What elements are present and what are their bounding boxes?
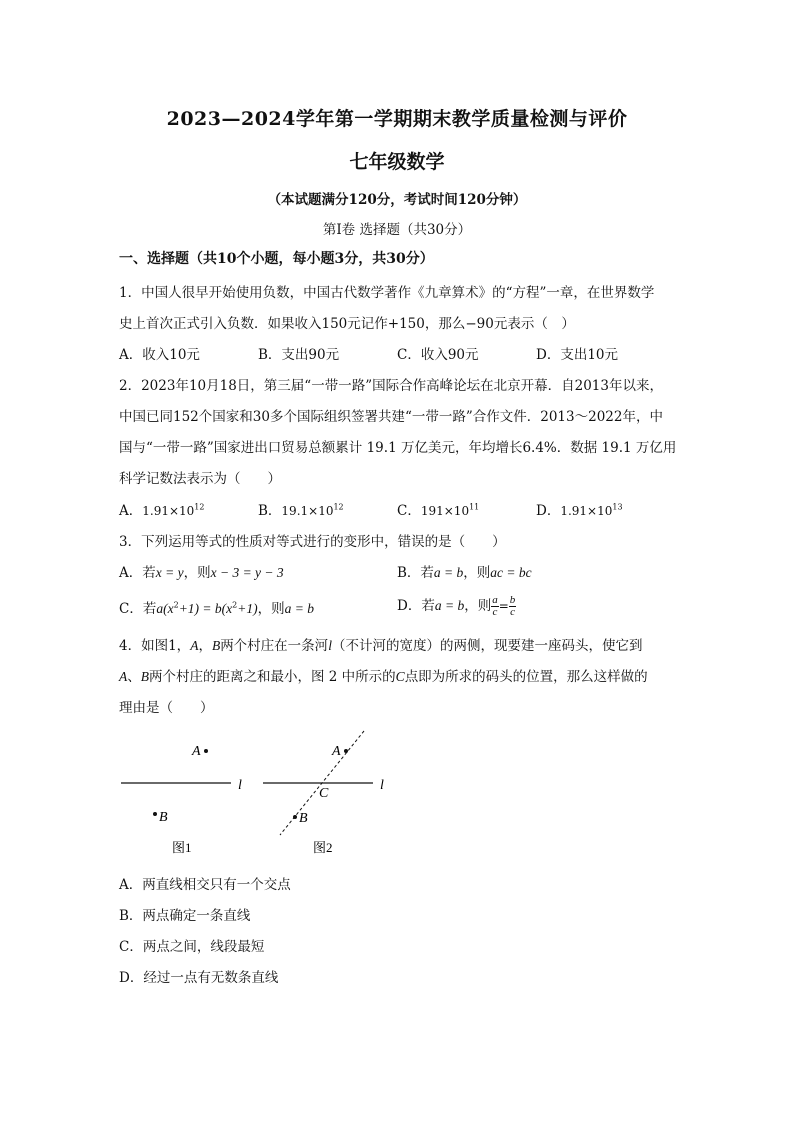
q3-option-a-mid: ，则 [183, 565, 211, 581]
q3-option-b-eq2: ac = bc [490, 565, 532, 580]
q3-option-c-plus1: +1) = [178, 601, 215, 616]
fig2-label-l: l [380, 778, 384, 793]
fig2-label-b: B [299, 811, 308, 826]
q4-line2 [119, 665, 648, 685]
q4-line2-b: 、 [127, 669, 141, 685]
q3-option-d-num2: b [509, 594, 516, 606]
q4-line2-f: 点即为所求的码头的位置，那么这样做的 [404, 669, 648, 685]
q4-line1-c: ， [198, 638, 212, 654]
q4-line3: 理由是（ ） [119, 700, 214, 716]
q2-line2: 中国已同152个国家和30多个国际组织签署共建“一带一路”合作文件．2013～2022年，中 [119, 409, 663, 425]
q4-figures [110, 725, 400, 865]
q4-line2-d: 两个村庄的距离之和最小，图 2 中所示的 [149, 669, 396, 685]
q4-line1-B: B [211, 638, 221, 653]
q3-option-a-eq1: x = y [155, 565, 184, 580]
q3-option-d-mid: ，则 [464, 598, 492, 614]
q2-option-a [119, 499, 204, 519]
exam-title: 2023—2024学年第一学期期末教学质量检测与评价 [166, 108, 628, 130]
fig2-point-b [293, 815, 297, 819]
q3-option-c-paren2: (x [221, 601, 233, 616]
q4-line1 [119, 634, 642, 654]
q2-option-c-label: C． [397, 503, 421, 519]
q2-option-b-base: 19.1×10 [281, 504, 334, 518]
q1-option-d: D．支出10元 [536, 347, 619, 363]
q2-option-c [397, 499, 479, 519]
q4-line1-a: 4．如图1， [119, 638, 191, 654]
fig1-point-a [204, 749, 208, 753]
q2-option-d-exp: 13 [612, 502, 623, 512]
q2-option-d [536, 499, 623, 519]
q3-option-b [397, 561, 532, 581]
q3-option-d-num1: a [492, 594, 498, 606]
q4-option-a: A．两直线相交只有一个交点 [119, 877, 291, 893]
q2-option-b-exp: 12 [333, 502, 344, 512]
exam-note: （本试题满分120分，考试时间120分钟） [267, 192, 527, 208]
q2-option-c-base: 191×10 [420, 504, 470, 518]
q4-line2-C: C [395, 669, 405, 684]
q3-option-c-b: b [214, 601, 222, 616]
q4-line1-A: A [190, 638, 199, 653]
q4-option-c: C．两点之间，线段最短 [119, 939, 265, 955]
q3-option-c-mid: ，则 [257, 601, 285, 617]
q2-option-a-base: 1.91×10 [142, 504, 195, 518]
q3-option-a-eq2: x − 3 = y − 3 [210, 565, 284, 580]
q2-option-a-exp: 12 [194, 502, 205, 512]
q4-line2-A: A [119, 669, 128, 684]
q3-option-a-label: A．若 [119, 565, 156, 581]
q3-option-c-label: C．若 [119, 601, 157, 617]
q3-option-c-sup2: 2 [232, 600, 238, 610]
q2-option-a-label: A． [119, 503, 143, 519]
q1-option-b: B．支出90元 [258, 347, 340, 363]
fig2-point-a [344, 749, 348, 753]
q2-option-b [258, 499, 344, 519]
q3-option-c-eq2: a = b [284, 601, 314, 616]
q2-option-b-label: B． [258, 503, 282, 519]
q1-option-c: C．收入90元 [397, 347, 479, 363]
fig2-caption: 图2 [313, 840, 333, 855]
q3-option-d-den1: c [492, 606, 498, 618]
q3-option-b-eq1: a = b [433, 565, 464, 580]
fig1-label-l: l [238, 778, 242, 793]
q2-option-d-label: D． [536, 503, 561, 519]
q2-line3: 国与“一带一路”国家进出口贸易总额累计 19.1 万亿美元，年均增长6.4%．数据 19.1 万亿用 [119, 440, 677, 456]
q4-option-b: B．两点确定一条直线 [119, 908, 251, 924]
fig2-label-a: A [332, 744, 341, 759]
q1-line2: 史上首次正式引入负数．如果收入150元记作+150，那么−90元表示（ ） [119, 316, 575, 332]
q3-option-c-plus2: +1) [237, 601, 258, 616]
q1-line1: 1．中国人很早开始使用负数，中国古代数学著作《九章算术》的“方程”一章，在世界数学 [119, 285, 655, 301]
q2-line4: 科学记数法表示为（ ） [119, 471, 281, 487]
q4-line2-B: B [140, 669, 149, 684]
fig1-point-b [153, 812, 157, 816]
exam-subtitle: 七年级数学 [349, 151, 445, 173]
q3-option-c-sup1: 2 [173, 600, 179, 610]
q2-option-d-base: 1.91×10 [560, 504, 613, 518]
q4-option-d: D．经过一点有无数条直线 [119, 970, 279, 986]
q3-option-a [119, 561, 284, 581]
q3-option-d-den2: c [510, 606, 515, 618]
q3-option-d [397, 594, 516, 618]
q3-option-d-eq1: a = b [434, 598, 465, 613]
q1-option-a: A．收入10元 [119, 347, 200, 363]
q3-option-c-a: a [156, 601, 164, 616]
section-heading: 一、选择题（共10个小题，每小题3分，共30分） [119, 251, 434, 267]
q3-line1: 3．下列运用等式的性质对等式进行的变形中，错误的是（ ） [119, 534, 506, 550]
q4-line1-e: 两个村庄在一条河 [220, 638, 329, 654]
q3-option-c [119, 597, 314, 617]
q4-line1-g: （不计河的宽度）的两侧，现要建一座码头，使它到 [331, 638, 643, 654]
fig1-label-a: A [192, 744, 201, 759]
fig2-label-c: C [319, 786, 329, 801]
fig1-caption: 图1 [172, 840, 192, 855]
q3-option-d-frac1 [491, 595, 499, 618]
q2-line1: 2．2023年10月18日，第三届“一带一路”国际合作高峰论坛在北京开幕．自2013年以来， [119, 378, 663, 394]
q3-option-d-frac2 [509, 595, 517, 618]
q3-option-d-label: D．若 [397, 598, 435, 614]
q3-option-b-label: B．若 [397, 565, 434, 581]
q3-option-c-paren1: (x [163, 601, 174, 616]
q2-option-c-exp: 11 [469, 502, 480, 512]
q3-option-b-mid: ，则 [463, 565, 491, 581]
fig1-label-b: B [159, 810, 168, 825]
q4-line1-l: l [328, 638, 332, 653]
q3-option-d-equals: = [498, 599, 509, 613]
part-heading: 第Ⅰ卷 选择题（共30分） [322, 222, 472, 238]
